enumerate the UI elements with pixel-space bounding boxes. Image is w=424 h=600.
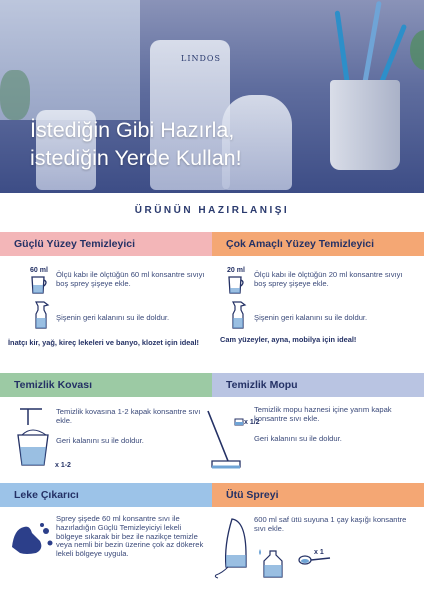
- card-leke-cikarici: [0, 483, 212, 600]
- measuring-cup-icon: [227, 275, 245, 295]
- headline-line-1: İstediğin Gibi Hazırla,: [30, 118, 235, 142]
- spray-bottle-icon: [229, 300, 247, 330]
- card-temizlik-mopu: [212, 373, 424, 478]
- spray-bottle-icon: [32, 300, 50, 330]
- cap-multiplier: x 1-2: [55, 462, 71, 469]
- headline-line-2: istediğin Yerde Kullan!: [30, 146, 242, 170]
- cap-icon: [234, 417, 244, 427]
- bottle-drop-icon: [256, 545, 296, 579]
- leaf-decoration: [410, 30, 424, 70]
- plant-decoration: [0, 70, 30, 120]
- card-title: Ütü Spreyi: [212, 483, 424, 507]
- measuring-cup-icon: [30, 275, 48, 295]
- card-title: Temizlik Kovası: [0, 373, 212, 397]
- step-1-text: Sprey şişede 60 ml konsantre sıvı ile hazırladığın Güçlü Temizleyiciyi lekeli bölgeye sıkarak bir bez ile nazikçe temizle veya nemli bir bezin üzerine çok az dökerek lekeli bölgeye uygula.: [56, 514, 204, 559]
- card-title: Çok Amaçlı Yüzey Temizleyici: [212, 232, 424, 256]
- card-cok-amacli: [212, 232, 424, 362]
- ideal-use-text: Cam yüzeyler, ayna, mobilya için ideal!: [220, 335, 357, 344]
- step-2-text: Geri kalanını su ile doldur.: [254, 434, 342, 443]
- card-title: Leke Çıkarıcı: [0, 483, 212, 507]
- measure-label: 20 ml: [227, 267, 245, 274]
- brand-label: LINDOS: [181, 54, 221, 63]
- card-title: Temizlik Mopu: [212, 373, 424, 397]
- bucket-icon: [14, 403, 56, 471]
- stain-hand-icon: [8, 519, 54, 559]
- utensil-image: [335, 10, 350, 85]
- card-temizlik-kovasi: [0, 373, 212, 478]
- step-2-text: Geri kalanını su ile doldur.: [56, 436, 144, 445]
- card-title: Güçlü Yüzey Temizleyici: [0, 232, 212, 256]
- measure-label: 60 ml: [30, 267, 48, 274]
- utensil-image: [378, 24, 407, 86]
- cap-multiplier: x 1/2: [244, 419, 260, 426]
- utensil-image: [362, 1, 382, 86]
- step-1-text: Ölçü kabı ile ölçtüğün 60 ml konsantre sıvıyı boş sprey şişeye ekle.: [56, 270, 205, 288]
- step-2-text: Şişenin geri kalanını su ile doldur.: [56, 313, 170, 322]
- step-2-text: Şişenin geri kalanını su ile doldur.: [254, 313, 368, 322]
- step-1-text: Temizlik kovasına 1-2 kapak konsantre sıvı ekle.: [56, 407, 201, 425]
- card-guclu-yuzey: [0, 232, 212, 362]
- section-title: ÜRÜNÜN HAZIRLANIŞI: [134, 205, 290, 216]
- ideal-use-text: İnatçı kir, yağ, kireç lekeleri ve banyo, klozet için ideal!: [8, 338, 200, 347]
- spoon-multiplier: x 1: [314, 549, 324, 556]
- iron-icon: [212, 515, 250, 581]
- hero-banner: [0, 0, 424, 193]
- card-utu-spreyi: [212, 483, 424, 600]
- step-1-text: Temizlik mopu haznesi içine yarım kapak konsantre sıvı ekle.: [254, 405, 392, 423]
- step-1-text: Ölçü kabı ile ölçtüğün 20 ml konsantre sıvıyı boş sprey şişeye ekle.: [254, 270, 403, 288]
- hero-headline: [30, 116, 410, 172]
- step-1-text: 600 ml saf ütü suyuna 1 çay kaşığı konsantre sıvı ekle.: [254, 515, 407, 533]
